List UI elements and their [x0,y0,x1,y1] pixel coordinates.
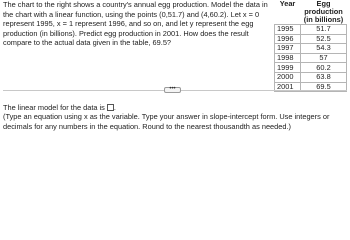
answer-line [3,103,116,112]
egg-production-table [274,0,347,92]
year-cell: 2000 [275,72,301,82]
table-row [275,63,347,73]
year-cell: 1996 [275,34,301,44]
answer-suffix: . [113,103,116,112]
year-cell: 1997 [275,44,301,54]
production-cell: 60.2 [301,63,347,73]
production-cell: 51.7 [301,25,347,35]
table-row [275,44,347,54]
production-cell: 57 [301,53,347,63]
production-cell: 63.8 [301,72,347,82]
table-row [275,25,347,35]
table-row [275,72,347,82]
table-row [275,53,347,63]
more-options-button[interactable]: ••• [164,87,181,93]
table-header-row [275,0,347,25]
production-cell: 52.5 [301,34,347,44]
answer-input[interactable] [107,104,114,111]
year-cell: 2001 [275,82,301,92]
question-text: The chart to the right shows a country's annual egg production. Model the data in the chart with a linear function, using the points (0,51.7) and (4,60.2). Let x = 0 represent 1995, x = 1 represent 1996, and so on, and let y represent the egg production (in billions). Predict egg production in 2001. How does the result compare to the actual data given in the table, 69.5? [3,0,268,47]
year-cell: 1995 [275,25,301,35]
year-cell: 1999 [275,63,301,73]
answer-prompt: The linear model for the data is [3,103,105,112]
answer-instructions: (Type an equation using x as the variable. Type your answer in slope-intercept form. Use integers or decimals for any numbers in the equation. Round to the nearest thousandth as needed.) [3,112,330,131]
table-row [275,34,347,44]
production-cell: 69.5 [301,82,347,92]
production-cell: 54.3 [301,44,347,54]
year-column-header: Year [279,0,296,8]
production-column-header: Egg production (in billions) [303,0,344,24]
year-cell: 1998 [275,53,301,63]
